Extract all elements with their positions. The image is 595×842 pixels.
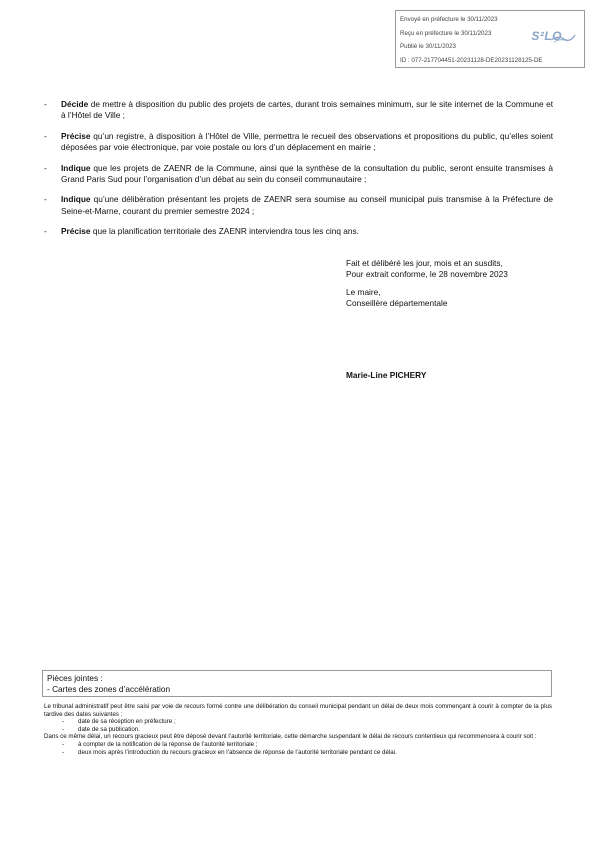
- signatory-name: Marie-Line PICHERY: [346, 370, 427, 380]
- stamp-received-line: Reçu en préfecture le 30/11/2023: [400, 29, 492, 37]
- decision-verb: Indique: [61, 162, 91, 173]
- list-bullet: -: [44, 162, 47, 173]
- signature-role-mayor: Le maire,: [346, 287, 381, 297]
- attachments-box: [42, 670, 552, 697]
- signature-done-line: Fait et délibéré les jour, mois et an susdits,: [346, 258, 503, 268]
- signature-date-block: [346, 258, 508, 281]
- decision-item: [44, 163, 553, 186]
- recourse-case-text: deux mois après l’introduction du recours gracieux en l’absence de réponse de l’autorité territoriale pendant ce délai.: [78, 748, 397, 756]
- list-bullet: -: [62, 718, 65, 726]
- prefecture-stamp: [395, 10, 585, 68]
- signature-extract-line: Pour extrait conforme, le 28 novembre 2023: [346, 269, 508, 280]
- decision-text: qu’un registre, à disposition à l’Hôtel de Ville, permettra le recueil des observations et propositions du public, qu’elles soient déposées par voie électronique, par voie postale ou lors d’un déplacement en mairie ;: [61, 130, 553, 153]
- decision-text: que les projets de ZAENR de la Commune, ainsi que la synthèse de la consultation du public, seront ensuite transmises à Grand Paris Sud pour l’organisation d’un débat au sein du conseil communautaire ;: [61, 162, 553, 185]
- recourse-date-text: date de sa réception en préfecture ;: [78, 718, 176, 726]
- recourse-date-text: date de sa publication.: [78, 725, 140, 733]
- attachment-item: - Cartes des zones d’accélération: [47, 684, 171, 694]
- decision-text: qu’une délibération présentant les projets de ZAENR sera soumise au conseil municipal puis transmise à la Préfecture de Seine-et-Marne, courant du premier semestre 2024 ;: [61, 194, 553, 216]
- stamp-sent-line: Envoyé en préfecture le 30/11/2023: [400, 16, 498, 23]
- legal-recourse-notice: [44, 703, 552, 756]
- decision-item: [44, 194, 553, 217]
- recourse-middle: Dans ce même délai, un recours gracieux peut être déposé devant l’autorité territoriale, cette démarche suspendant le délai de recours contentieux qui recommencera à courir soit :: [44, 733, 537, 741]
- list-bullet: -: [44, 99, 47, 109]
- signature-role-block: [346, 287, 447, 310]
- list-bullet: -: [44, 226, 47, 237]
- list-bullet: -: [62, 725, 65, 733]
- list-bullet: -: [62, 740, 65, 748]
- s2lo-logo: S²LO: [531, 29, 562, 43]
- list-bullet: -: [62, 748, 65, 756]
- decision-item: [44, 226, 553, 237]
- list-bullet: -: [44, 194, 47, 205]
- recourse-case-item: [44, 749, 552, 757]
- decision-text: de mettre à disposition du public des projets de cartes, durant trois semaines minimum, sur le site internet de la Commune et à l’Hôtel de Ville ;: [61, 99, 553, 121]
- decision-verb: Indique: [61, 194, 91, 205]
- stamp-published-line: Publié le 30/11/2023: [400, 43, 456, 50]
- stamp-id-line: ID : 077-217704451-20231128-DE20231128125-DE: [400, 56, 543, 64]
- decision-verb: Décide: [61, 99, 89, 109]
- decision-item: [44, 99, 553, 122]
- decision-list: [44, 99, 553, 247]
- signature-role-title: Conseillère départementale: [346, 298, 448, 309]
- decision-text: que la planification territoriale des ZAENR interviendra tous les cinq ans.: [90, 226, 359, 237]
- decision-item: [44, 131, 553, 154]
- recourse-date-item: [44, 718, 552, 726]
- recourse-case-text: à compter de la notification de la réponse de l’autorité territoriale ;: [78, 740, 258, 748]
- decision-verb: Précise: [61, 130, 91, 141]
- recourse-date-item: [44, 726, 552, 734]
- recourse-intro: Le tribunal administratif peut être saisi par voie de recours formé contre une délibération du conseil municipal pendant un délai de deux mois commençant à courir à compter de la plus tardive des dates suivantes :: [44, 703, 552, 718]
- list-bullet: -: [44, 130, 47, 141]
- attachments-title: Pièces jointes :: [47, 673, 103, 683]
- decision-verb: Précise: [61, 226, 91, 237]
- s2lo-swoosh-icon: [550, 33, 576, 43]
- recourse-case-item: [44, 741, 552, 749]
